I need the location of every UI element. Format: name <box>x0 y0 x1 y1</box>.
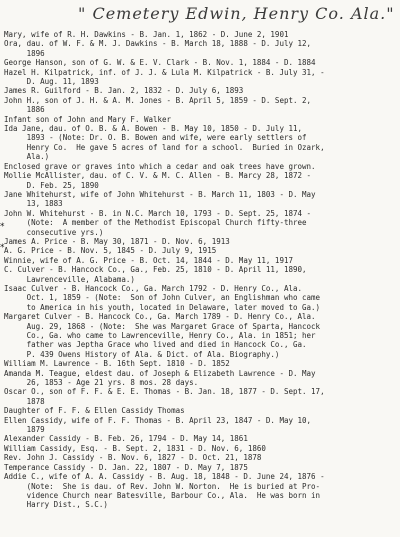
record-line: Harry Dist., S.C.) <box>4 500 108 510</box>
record-line: James A. Price - B. May 30, 1871 - D. Nov. 6, 1913 <box>4 236 230 246</box>
record-line: 26, 1853 - Age 21 yrs. 8 mos. 28 days. <box>4 378 199 388</box>
record-line: to America in his youth, located in Delaware, later moved to Ga.) <box>4 302 321 312</box>
record-line: Enclosed grave or graves into which a cedar and oak trees have grown. <box>4 161 316 171</box>
record-line: vidence Church near Batesville, Barbour Co., Ala. He was born in <box>4 490 321 500</box>
record-line: Isaac Culver - B. Hancock Co., Ga. March 1792 - D. Henry Co., Ala. <box>4 283 303 293</box>
record-line: William M. Lawrence - B. 16th Sept. 1810 - D. 1852 <box>4 359 230 369</box>
record-line: Hazel H. Kilpatrick, inf. of J. J. & Lula M. Kilpatrick - B. July 31, - <box>4 67 325 77</box>
record-line: Oct. 1, 1859 - (Note: Son of John Culver, an Englishman who came <box>4 293 321 303</box>
record-line: Ida Jane, dau. of O. B. & A. Bowen - B. May 10, 1850 - D. July 11, <box>4 124 303 134</box>
record-line: Amanda M. Teague, eldest dau. of Joseph & Elizabeth Lawrence - D. May <box>4 368 316 378</box>
record-line: 1896 <box>4 48 45 58</box>
record-line: Jane Whitehurst, wife of John Whitehurst - B. March 11, 1803 - D. May <box>4 189 316 199</box>
record-line: father was Jeptha Grace who lived and died in Hancock Co., Ga. <box>4 340 307 350</box>
record-line: Margaret Culver - B. Hancock Co., Ga. March 1789 - D. Henry Co., Ala. <box>4 312 316 322</box>
record-line: (Note: She is dau. of Rev. John W. Norton. He is buried at Pro- <box>4 481 321 491</box>
record-line: Co., Ga. who came to Lawrenceville, Henry Co., Ala. in 1851; her <box>4 331 316 340</box>
handwritten-heading: " Cemetery Edwin, Henry Co. Ala." <box>78 4 395 23</box>
record-line: Mollie McAllister, dau. of C. V. & M. C. Allen - B. Marcy 28, 1872 - <box>4 171 312 181</box>
record-line: Winnie, wife of A. G. Price - B. Oct. 14, 1844 - D. May 11, 1917 <box>4 255 293 265</box>
record-line: 1893 - (Note: Dr. O. B. Bowen and wife, were early settlers of <box>4 133 307 143</box>
record-line: Ala.) <box>4 152 50 162</box>
record-line: Lawrenceville, Alabama.) <box>4 274 135 284</box>
star-marker-icon: * <box>0 222 5 232</box>
record-line: D. Feb. 25, 1890 <box>4 180 99 190</box>
record-line: A. G. Price - B. Nov. 5, 1845 - D. July 9, 1915 <box>4 246 217 256</box>
record-line: C. Culver - B. Hancock Co., Ga., Feb. 25, 1810 - D. April 11, 1890, <box>4 265 307 275</box>
record-line: James R. Guilford - B. Jan. 2, 1832 - D. July 6, 1893 <box>4 86 244 96</box>
record-line: John W. Whitehurst - B. in N.C. March 10, 1793 - D. Sept. 25, 1874 - <box>4 208 312 218</box>
record-line: Temperance Cassidy - D. Jan. 22, 1807 - D. May 7, 1875 <box>4 462 248 472</box>
record-line: Aug. 29, 1868 - (Note: She was Margaret Grace of Sparta, Hancock <box>4 321 321 331</box>
record-line: (Note: A member of the Methodist Episcopal Church fifty-three <box>4 218 307 228</box>
record-line: John H., son of J. H. & A. M. Jones - B. April 5, 1859 - D. Sept. 2, <box>4 95 312 105</box>
record-line: 1879 <box>4 425 45 435</box>
record-line: Alexander Cassidy - B. Feb. 26, 1794 - D. May 14, 1861 <box>4 434 248 444</box>
record-line: Mary, wife of R. H. Dawkins - B. Jan. 1, 1862 - D. June 2, 1901 <box>4 30 289 39</box>
record-line: D. Aug. 11, 1893 <box>4 77 99 87</box>
record-line: William Cassidy, Esq. - B. Sept. 2, 1831 - D. Nov. 6, 1860 <box>4 443 266 453</box>
record-line: 1886 <box>4 105 45 115</box>
record-line: Infant son of John and Mary F. Walker <box>4 114 172 124</box>
record-line: Rev. John J. Cassidy - B. Nov. 6, 1827 - D. Oct. 21, 1878 <box>4 453 262 463</box>
record-line: Daughter of F. F. & Ellen Cassidy Thomas <box>4 406 185 416</box>
record-line: Henry Co. He gave 5 acres of land for a school. Buried in Ozark, <box>4 142 325 152</box>
record-line: Ora, dau. of W. F. & M. J. Dawkins - B. March 18, 1888 - D. July 12, <box>4 39 312 49</box>
record-line: Oscar O., son of F. F. & E. E. Thomas - B. Jan. 18, 1877 - D. Sept. 17, <box>4 387 325 397</box>
record-line: 13, 1883 <box>4 199 63 209</box>
record-line: 1878 <box>4 396 45 406</box>
star-marker-icon: * <box>0 243 5 253</box>
record-list <box>4 30 398 510</box>
record-line: George Hanson, son of G. W. & E. V. Clark - B. Nov. 1, 1884 - D. 1884 <box>4 58 316 68</box>
record-line: Addie C., wife of A. A. Cassidy - B. Aug. 18, 1848 - D. June 24, 1876 - <box>4 472 325 482</box>
record-line: P. 439 Owens History of Ala. & Dict. of Ala. Biography.) <box>4 349 280 359</box>
record-line: consecutive yrs.) <box>4 227 104 237</box>
record-line: Ellen Cassidy, wife of F. F. Thomas - B. April 23, 1847 - D. May 10, <box>4 415 312 425</box>
